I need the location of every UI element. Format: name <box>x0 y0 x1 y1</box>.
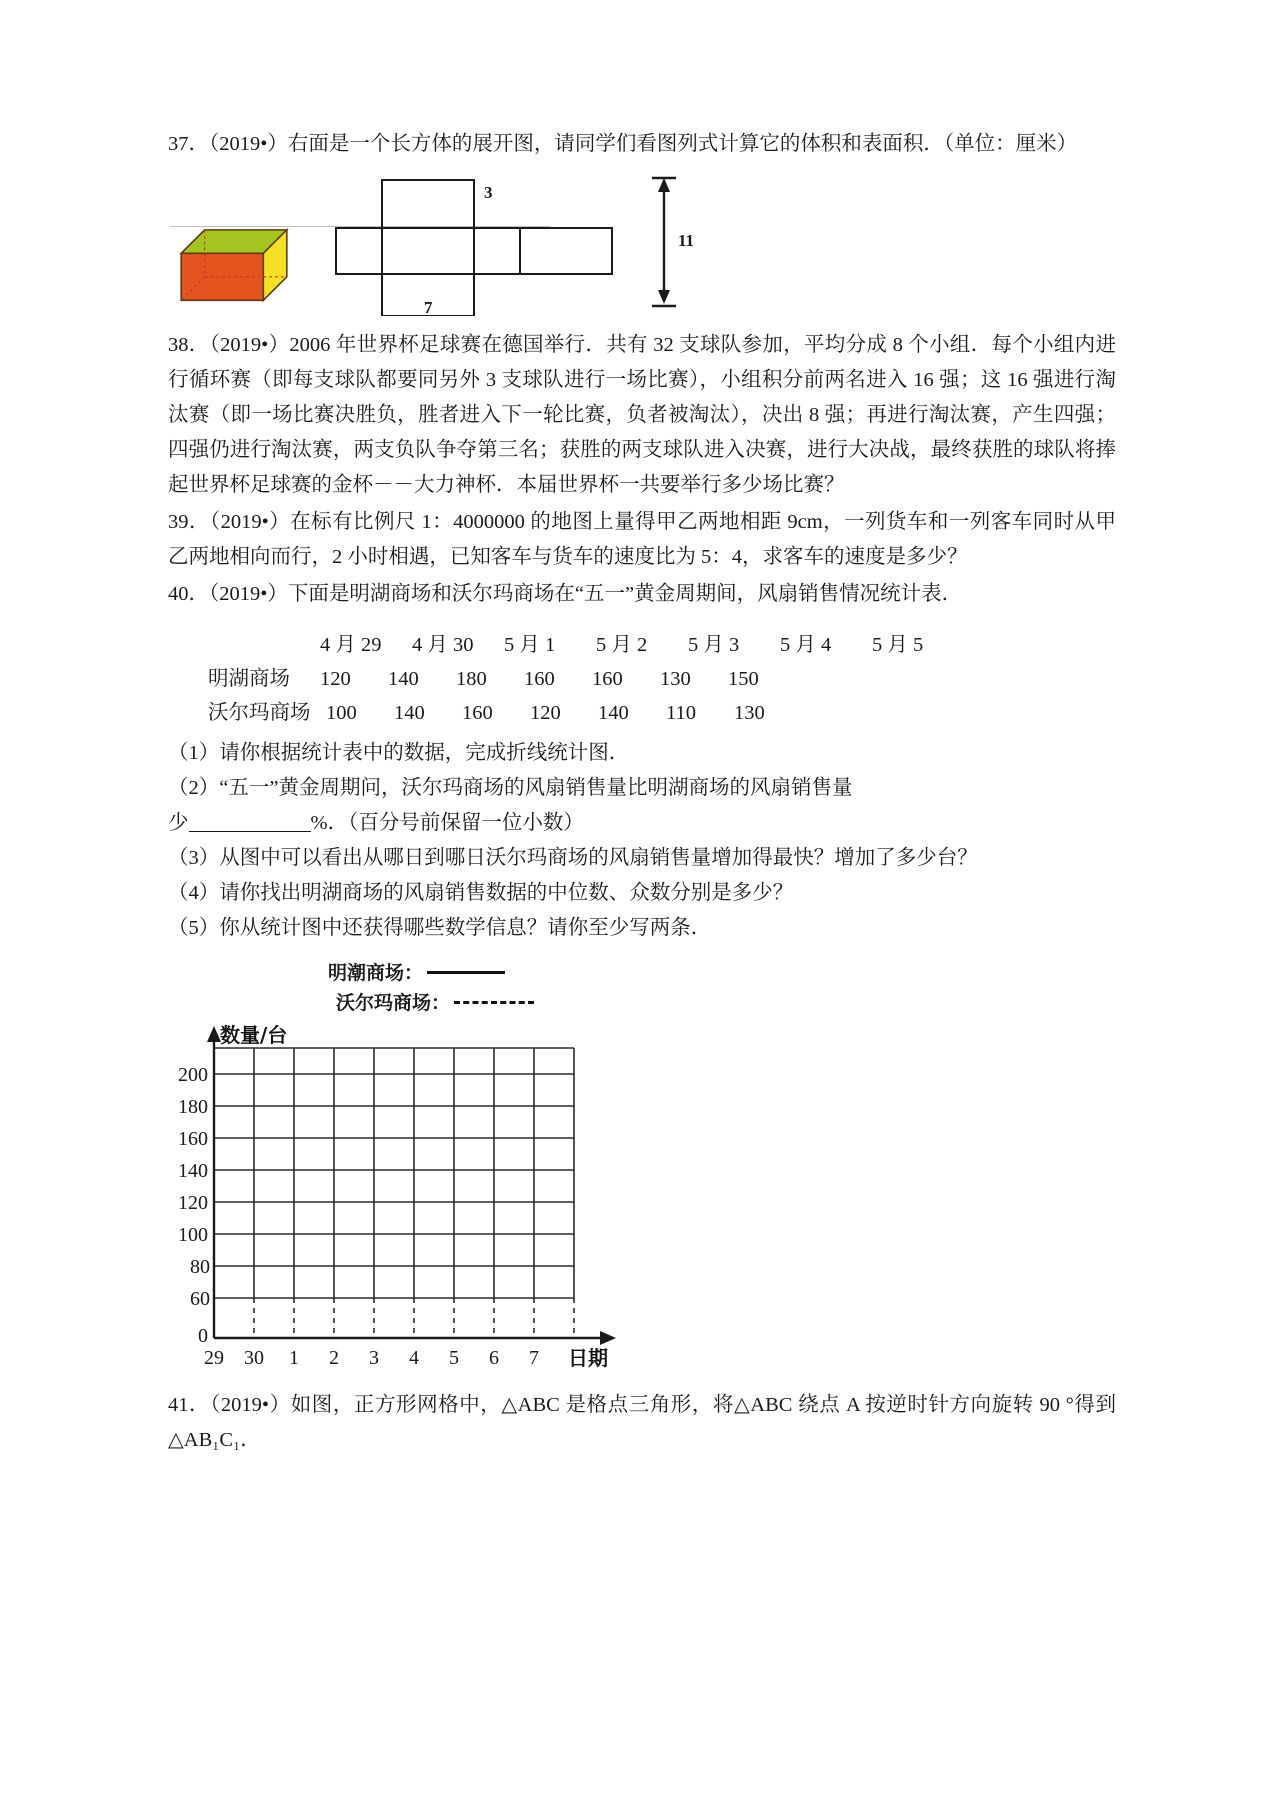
question-40-sub-2: （2）“五一”黄金周期问，沃尔玛商场的风扇销售量比明湖商场的风扇销售量 <box>168 777 853 799</box>
document-content <box>168 126 1116 1460</box>
x-tick-label: 6 <box>489 1347 499 1369</box>
x-tick-label: 5 <box>449 1347 459 1369</box>
table-header-cell: 5 月 2 <box>596 634 648 656</box>
question-41-text: 41．（2019•）如图，正方形网格中，△ABC 是格点三角形，将△ABC 绕点 A 按逆时针方向旋转 90 °得到△AB₁C₁． <box>168 1394 1116 1451</box>
x-tick-label: 1 <box>289 1347 299 1369</box>
x-tick-label: 30 <box>244 1347 264 1369</box>
y-tick-label: 180 <box>178 1096 208 1118</box>
table-header-cell: 5 月 4 <box>780 634 832 656</box>
question-40-sub-2-blank-line <box>168 806 1116 841</box>
row-label: 沃尔玛商场 <box>208 702 311 724</box>
y-axis-title: 数量/台 <box>220 1023 288 1047</box>
y-tick-label: 160 <box>178 1128 208 1150</box>
legend-label: 明潮商场： <box>328 962 424 984</box>
y-tick-label: 80 <box>190 1256 210 1278</box>
table-cell: 120 <box>320 668 351 690</box>
question-38-text: 38．（2019•）2006 年世界杯足球赛在德国举行．共有 32 支球队参加，平均分成 8 个小组．每个小组内进行循环赛（即每支球队都要同另外 3 支球队进行一场比赛），小组积分前两名进入 16 强；这 16 强进行淘汰赛（即一场比赛决胜负，胜者进入下一轮比赛，负者被淘汰），决出 8 强；再进行淘汰赛，产生四强；四强仍进行淘汰赛，两支负队争夺第三名；获胜的两支球队进入决赛，进行大决战，最终获胜的球队将捧起世界杯足球赛的金杯－－大力神杯．本届世界杯一共要举行多少场比赛？ <box>168 334 1116 496</box>
question-40-sub-3: （3）从图中可以看出从哪日到哪日沃尔玛商场的风扇销售量增加得最快？增加了多少台？ <box>168 847 978 869</box>
question-40-sub-1: （1）请你根据统计表中的数据，完成折线统计图． <box>168 742 630 764</box>
table-header-cell: 4 月 30 <box>412 634 474 656</box>
fill-in-blank[interactable] <box>189 811 311 832</box>
blank-suffix: %．（百分号前保留一位小数） <box>310 812 584 834</box>
y-tick-label: 140 <box>178 1160 208 1182</box>
x-tick-label: 29 <box>204 1347 224 1369</box>
line-chart-figure <box>168 958 1116 1388</box>
table-cell: 140 <box>598 702 629 724</box>
y-tick-label: 120 <box>178 1192 208 1214</box>
table-row <box>208 696 1116 730</box>
table-cell: 130 <box>660 668 691 690</box>
fan-sales-line-chart <box>168 1020 628 1380</box>
figure-37-cuboid-net <box>168 166 1116 326</box>
table-header-row <box>208 628 1116 662</box>
table-cell: 140 <box>394 702 425 724</box>
table-header-cell: 4 月 29 <box>320 634 382 656</box>
svg-text:3: 3 <box>484 183 493 202</box>
table-cell: 130 <box>734 702 765 724</box>
question-40-sub-5: （5）你从统计图中还获得哪些数学信息？请你至少写两条． <box>168 917 712 939</box>
table-header-cell: 5 月 5 <box>872 634 924 656</box>
x-tick-label: 4 <box>409 1347 419 1369</box>
legend-entry-walmart <box>328 988 534 1018</box>
svg-text:7: 7 <box>424 298 433 316</box>
chart-legend <box>328 958 534 1018</box>
y-axis-origin-label: 0 <box>198 1325 208 1347</box>
x-tick-label: 7 <box>529 1347 539 1369</box>
legend-label: 沃尔玛商场： <box>336 992 451 1014</box>
y-tick-label: 100 <box>178 1224 208 1246</box>
table-cell: 180 <box>456 668 487 690</box>
legend-entry-minghu <box>328 958 534 988</box>
table-cell: 160 <box>592 668 623 690</box>
question-37-text: 37．（2019•）右面是一个长方体的展开图，请同学们看图列式计算它的体积和表面积．（单位：厘米） <box>168 133 1078 155</box>
table-header-cell: 5 月 1 <box>504 634 556 656</box>
fan-sales-table <box>168 628 1116 730</box>
table-cell: 100 <box>326 702 357 724</box>
table-header-cell: 5 月 3 <box>688 634 740 656</box>
x-axis-title: 日期 <box>568 1346 608 1370</box>
table-cell: 160 <box>462 702 493 724</box>
question-40-sub-4: （4）请你找出明湖商场的风扇销售数据的中位数、众数分别是多少？ <box>168 882 794 904</box>
cuboid-illustration <box>174 224 294 314</box>
x-tick-label: 2 <box>329 1347 339 1369</box>
question-40-text: 40．（2019•）下面是明湖商场和沃尔玛商场在“五一”黄金周期间，风扇销售情况统计表． <box>168 583 963 605</box>
row-label: 明湖商场 <box>208 668 290 690</box>
cuboid-net-diagram <box>316 176 716 316</box>
y-tick-label: 200 <box>178 1064 208 1086</box>
legend-dashed-line-swatch <box>454 1001 534 1004</box>
x-tick-label: 3 <box>369 1347 379 1369</box>
table-cell: 120 <box>530 702 561 724</box>
svg-text:11: 11 <box>678 231 695 250</box>
table-cell: 150 <box>728 668 759 690</box>
blank-prefix: 少 <box>168 812 189 834</box>
question-39-text: 39．（2019•）在标有比例尺 1：4000000 的地图上量得甲乙两地相距 9cm，一列货车和一列客车同时从甲乙两地相向而行，2 小时相遇，已知客车与货车的速度比为 5：4，求客车的速度是多少？ <box>168 511 1116 568</box>
table-cell: 110 <box>666 702 696 724</box>
table-cell: 160 <box>524 668 555 690</box>
table-row <box>208 662 1116 696</box>
y-tick-label: 60 <box>190 1288 210 1310</box>
table-cell: 140 <box>388 668 419 690</box>
legend-solid-line-swatch <box>427 971 505 974</box>
